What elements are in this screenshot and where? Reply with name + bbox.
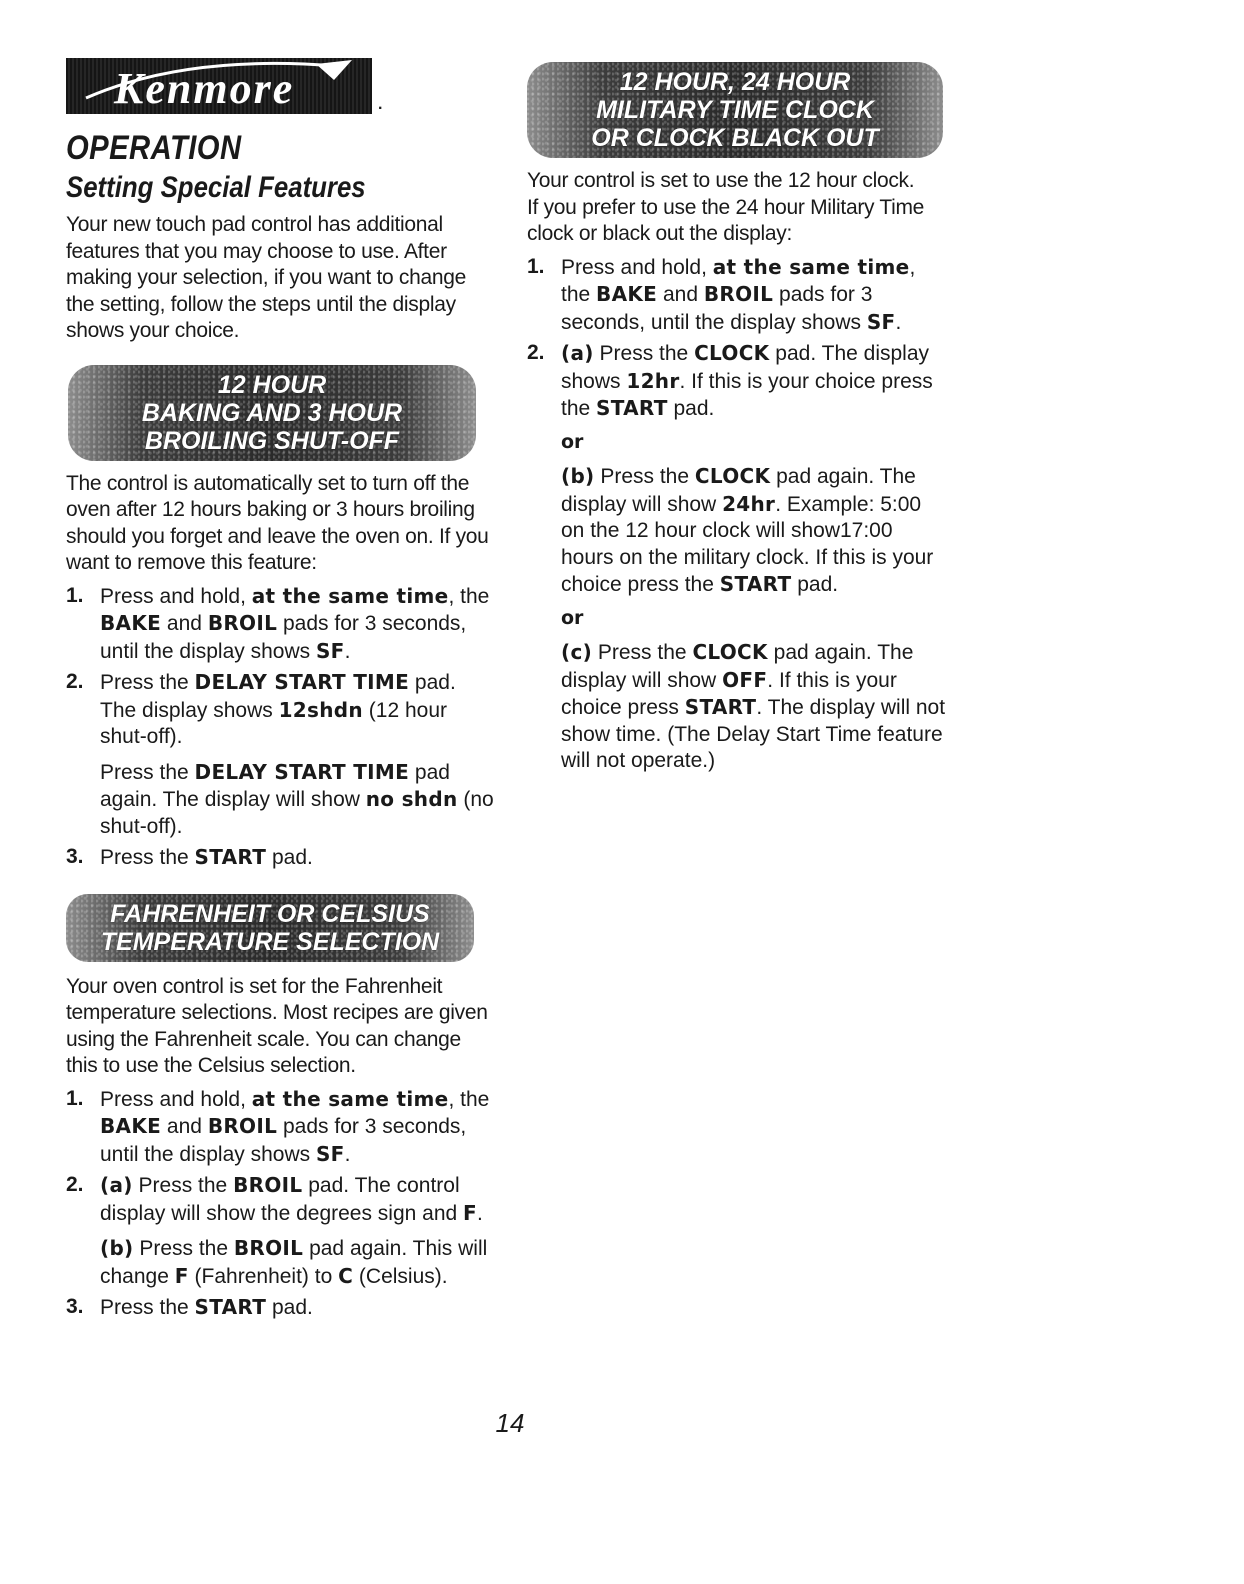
step-number: 1. [66,583,84,607]
step-item [66,669,496,840]
brand-header [66,58,496,124]
kenmore-logo [66,58,372,114]
section-intro: Your oven control is set for the Fahrenheit temperature selections. Most recipes are given using the Fahrenheit scale. You can change this to use the Celsius selection. [66,974,488,1077]
step-item [66,1294,496,1322]
page-number: 14 [495,1408,525,1438]
step-number: 1. [527,254,545,278]
step-text: (b) Press the BROIL pad again. This will change F (Fahrenheit) to C (Celsius). [100,1236,488,1288]
step-text: Press and hold, at the same time, the BAKE and BROIL pads for 3 seconds, until the display shows SF. [561,254,916,334]
left-column [66,58,496,1326]
steps-list [66,583,496,872]
step-text: Press the START pad. [100,1295,313,1319]
banner-line: MILITARY TIME CLOCK [596,96,874,124]
step-number: 2. [527,341,545,364]
right-column [527,62,957,779]
step-text: (a) Press the CLOCK pad. The display shows 12hr. If this is your choice press the START pad. [561,341,933,420]
step-text: Press the DELAY START TIME pad. The display shows 12shdn (12 hour shut-off). [100,670,456,748]
banner-line: 12 HOUR, 24 HOUR [619,68,851,96]
step-text: (a) Press the BROIL pad. The control display will show the degrees sign and F. [100,1173,483,1225]
banner-line: 12 HOUR [217,370,327,399]
steps-list [527,254,947,775]
page-title: OPERATION [66,129,242,167]
section-intro: Your control is set to use the 12 hour clock. If you prefer to use the 24 hour Military Time clock or black out the display: [527,169,925,245]
logo-text: Kenmore [114,64,295,113]
step-text: (b) Press the CLOCK pad again. The display will show 24hr. Example: 5:00 on the 12 hour clock will show17:00 hours on the military clock. If this is your choice press the START pad. [561,464,934,596]
section-banner-temperature [66,894,474,962]
step-number: 2. [66,670,84,693]
step-text: Press and hold, at the same time, the BAKE and BROIL pads for 3 seconds, until the display shows SF. [100,1086,490,1166]
banner-line: OR CLOCK BLACK OUT [591,124,879,152]
section-banner-shutoff [68,365,476,461]
banner-line: BROILING SHUT-OFF [144,426,400,455]
step-item [66,1172,496,1290]
intro-paragraph: Your new touch pad control has additional features that you may choose to use. After making your selection, if you want to change the setting, follow the steps until the display shows your choice. [66,213,467,342]
step-item [66,844,496,872]
banner-line: FAHRENHEIT OR CELSIUS [110,899,430,928]
step-text: Press the DELAY START TIME pad again. The display will show no shdn (no shut-off). [100,759,494,838]
or-label: or [561,606,584,629]
step-text: (c) Press the CLOCK pad again. The display will show OFF. If this is your choice press START. The display will not show time. (The Delay Start Time feature will not operate.) [561,640,946,772]
step-item [66,583,496,666]
section-banner-clock [527,62,943,158]
section-intro: The control is automatically set to turn off the oven after 12 hours baking or 3 hours broiling should you forget and leave the oven on. If you want to remove this feature: [66,471,489,574]
steps-list [66,1086,496,1322]
logo-dot: . [378,96,383,113]
step-number: 3. [66,1295,84,1318]
step-number: 1. [66,1086,84,1110]
step-text: Press the START pad. [100,845,313,869]
page-subtitle: Setting Special Features [66,171,366,204]
step-item [527,340,947,775]
step-item [66,1086,496,1169]
or-label: or [561,430,584,453]
step-number: 2. [66,1173,84,1196]
banner-line: TEMPERATURE SELECTION [100,927,440,956]
step-text: Press and hold, at the same time, the BAKE and BROIL pads for 3 seconds, until the display shows SF. [100,583,490,663]
step-number: 3. [66,845,84,868]
banner-line: BAKING AND 3 HOUR [141,398,403,427]
step-item [527,254,947,337]
